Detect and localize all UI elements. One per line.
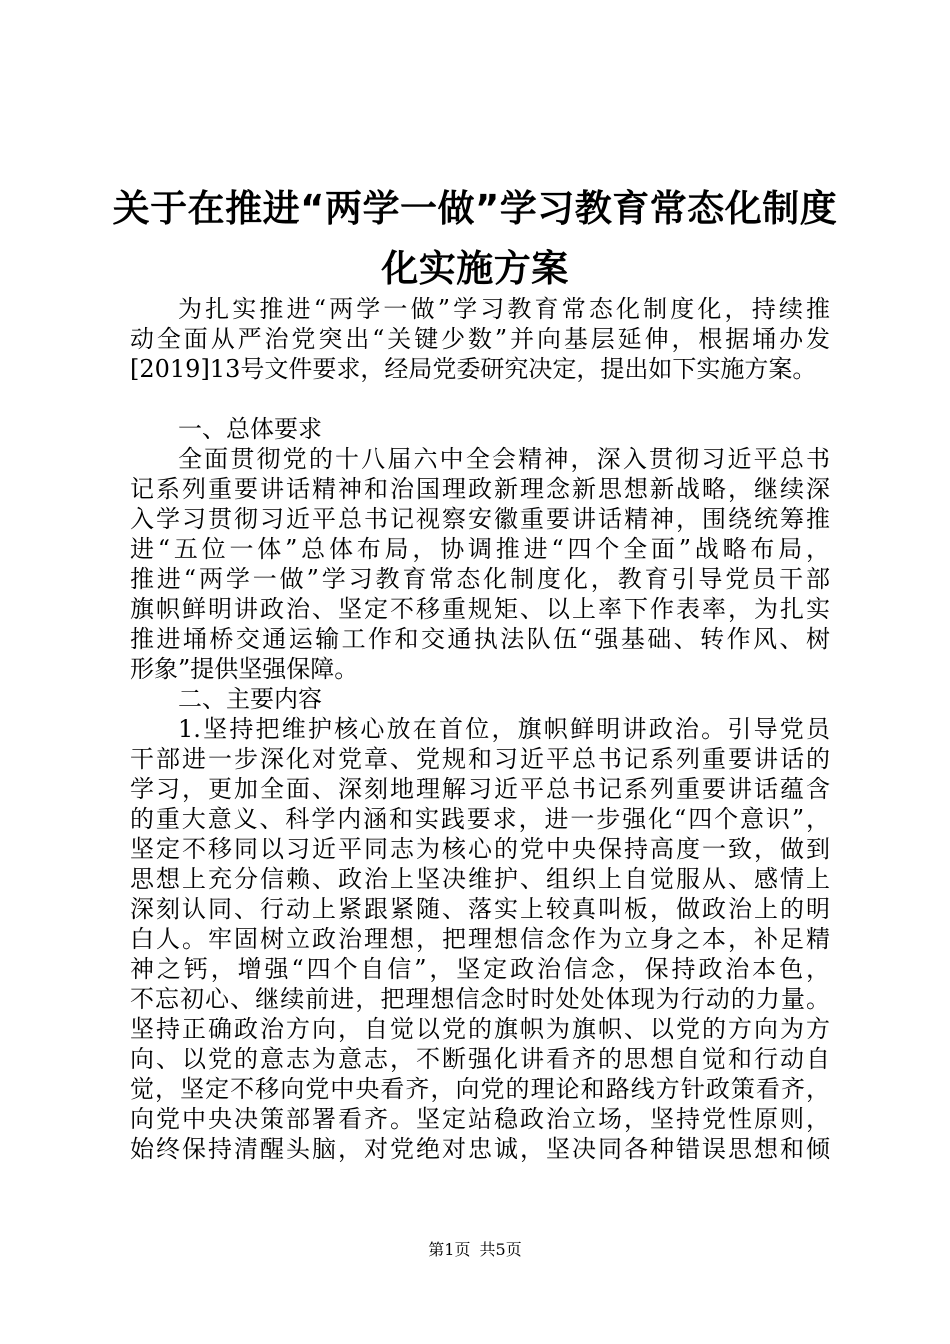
document-title-line-1: 关于在推进“两学一做”学习教育常态化制度	[112, 187, 838, 230]
section2-line: 觉，坚定不移向党中央看齐，向党的理论和路线方针政策看齐，	[130, 1075, 830, 1103]
section1-line: 推进埇桥交通运输工作和交通执法队伍“强基础、转作风、树	[130, 625, 830, 653]
section1-line: 记系列重要讲话精神和治国理政新理念新思想新战略，继续深	[130, 475, 830, 503]
document-body	[130, 294, 830, 1164]
section-heading-overall: 一、总体要求	[178, 415, 322, 443]
page-number-footer: 第1页 共5页	[428, 1240, 522, 1259]
section2-line: 神之钙，增强“四个自信”，坚定政治信念，保持政治本色，	[130, 955, 830, 983]
document-title-line-2: 化实施方案	[381, 247, 569, 290]
section2-line: 白人。牢固树立政治理想，把理想信念作为立身之本，补足精	[130, 925, 830, 953]
section2-line: 学习，更加全面、深刻地理解习近平总书记系列重要讲话蕴含	[130, 775, 830, 803]
section2-line: 不忘初心、继续前进，把理想信念时时处处体现为行动的力量。	[130, 985, 830, 1013]
intro-line: 动全面从严治党突出“关键少数”并向基层延伸，根据埇办发	[130, 325, 830, 353]
section1-line: 入学习贯彻习近平总书记视察安徽重要讲话精神，围绕统筹推	[130, 505, 830, 533]
section2-line: 坚定不移同以习近平同志为核心的党中央保持高度一致，做到	[130, 835, 830, 863]
section2-line: 思想上充分信赖、政治上坚决维护、组织上自觉服从、感情上	[130, 865, 830, 893]
section2-line: 的重大意义、科学内涵和实践要求，进一步强化“四个意识”，	[130, 805, 830, 833]
section2-line: 1.坚持把维护核心放在首位，旗帜鲜明讲政治。引导党员	[178, 715, 830, 743]
section1-line: 形象”提供坚强保障。	[130, 655, 359, 683]
intro-line: 为扎实推进“两学一做”学习教育常态化制度化，持续推	[178, 295, 830, 323]
section-heading-main-content: 二、主要内容	[178, 685, 322, 713]
section1-line: 推进“两学一做”学习教育常态化制度化，教育引导党员干部	[130, 565, 830, 593]
paragraph-gap	[130, 384, 830, 414]
section2-line: 始终保持清醒头脑，对党绝对忠诚，坚决同各种错误思想和倾	[130, 1135, 830, 1163]
section2-line: 干部进一步深化对党章、党规和习近平总书记系列重要讲话的	[130, 745, 830, 773]
section2-line: 向党中央决策部署看齐。坚定站稳政治立场，坚持党性原则，	[130, 1105, 830, 1133]
section2-line: 深刻认同、行动上紧跟紧随、落实上较真叫板，做政治上的明	[130, 895, 830, 923]
section2-line: 向、以党的意志为意志，不断强化讲看齐的思想自觉和行动自	[130, 1045, 830, 1073]
section1-line: 全面贯彻党的十八届六中全会精神，深入贯彻习近平总书	[178, 445, 830, 473]
section1-line: 旗帜鲜明讲政治、坚定不移重规矩、以上率下作表率，为扎实	[130, 595, 830, 623]
section1-line: 进“五位一体”总体布局，协调推进“四个全面”战略布局，	[130, 535, 830, 563]
section2-line: 坚持正确政治方向，自觉以党的旗帜为旗帜、以党的方向为方	[130, 1015, 830, 1043]
intro-line: [2019]13号文件要求，经局党委研究决定，提出如下实施方案。	[130, 355, 817, 383]
